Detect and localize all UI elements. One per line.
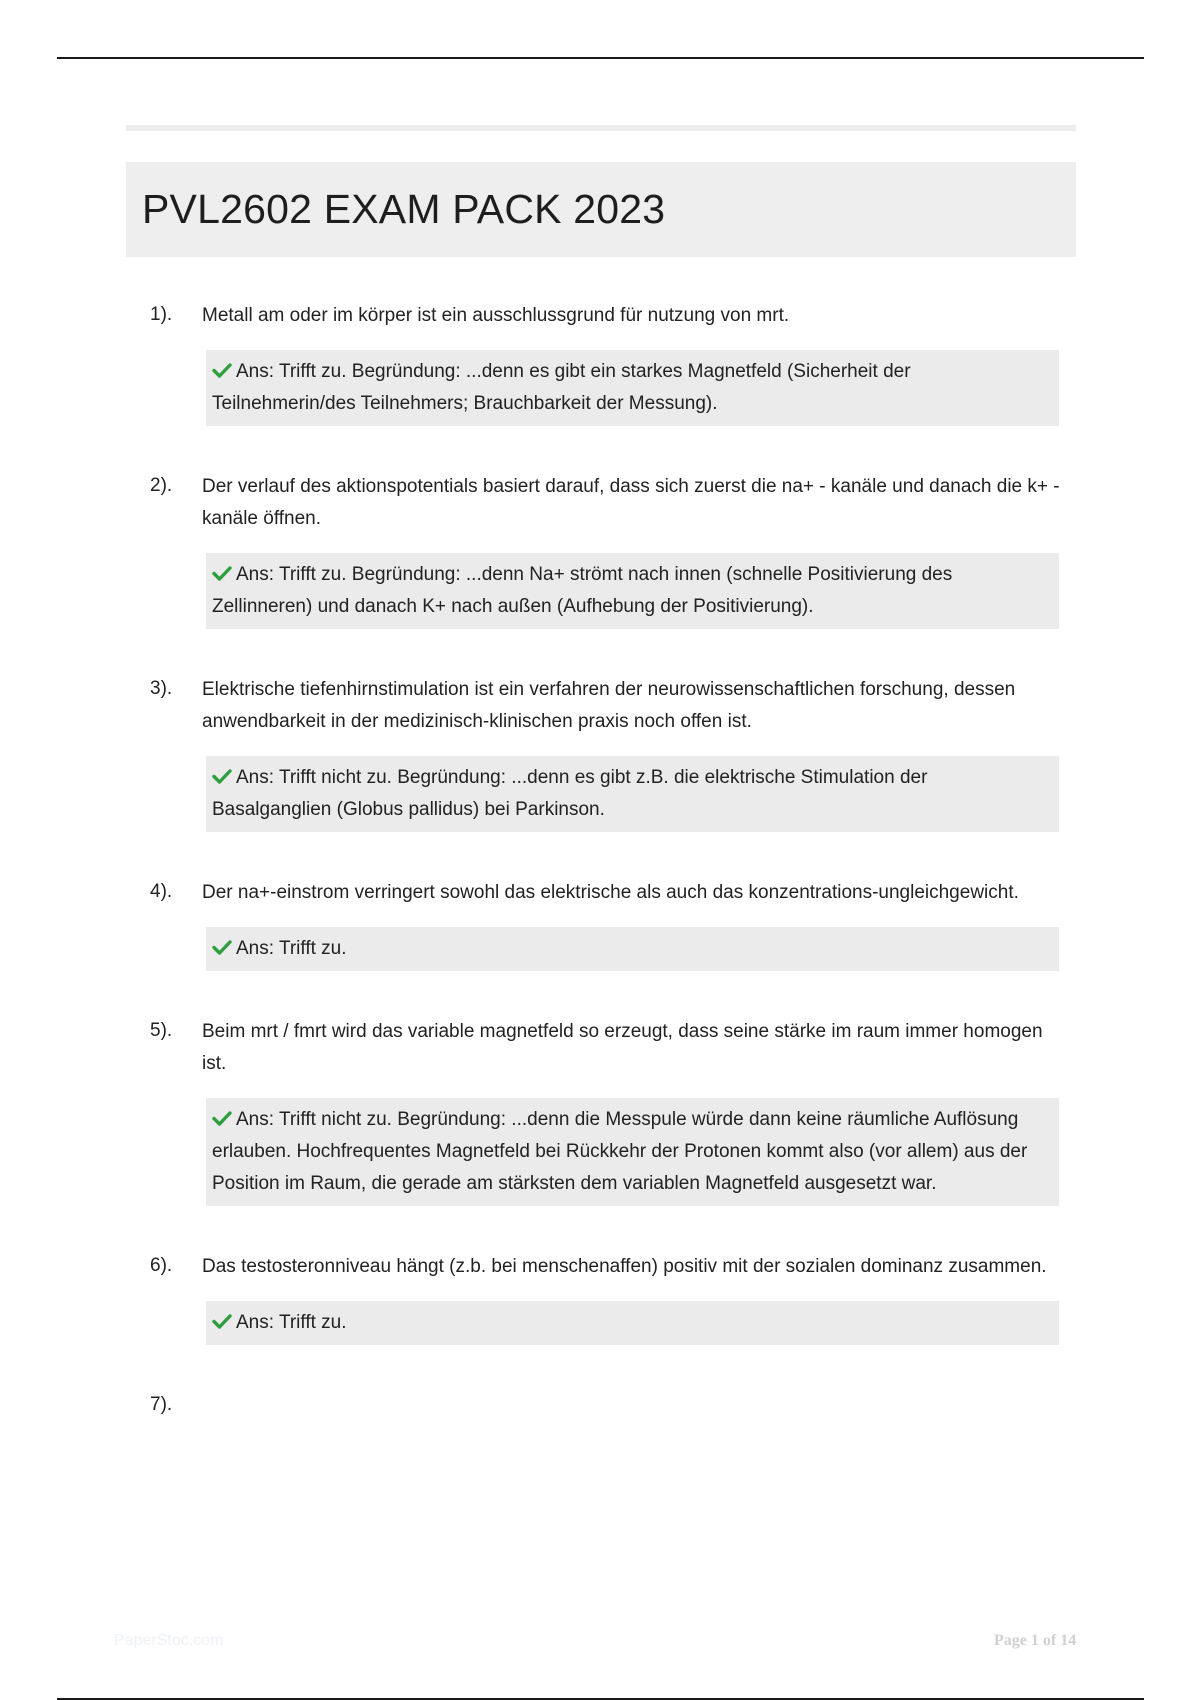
question-list (126, 300, 1076, 1415)
checkmark-icon (212, 939, 232, 955)
question-item (126, 877, 1076, 971)
page-title: PVL2602 EXAM PACK 2023 (142, 186, 666, 232)
checkmark-icon (212, 1313, 232, 1329)
page-number: Page 1 of 14 (994, 1632, 1077, 1649)
question-text: Das testosteronniveau hängt (z.b. bei menschenaffen) positiv mit der sozialen dominanz zusammen. (202, 1256, 1047, 1277)
question-text: Beim mrt / fmrt wird das variable magnetfeld so erzeugt, dass seine stärke im raum immer homogen ist. (202, 1021, 1043, 1074)
question-number: 6). (150, 1255, 173, 1276)
answer-box (206, 756, 1059, 832)
checkmark-icon (212, 768, 232, 784)
answer-text: Ans: Trifft zu. Begründung: ...denn es gibt ein starkes Magnetfeld (Sicherheit der Teilnehmerin/des Teilnehmers; Brauchbarkeit der Messung). (212, 361, 911, 414)
answer-box (206, 350, 1059, 426)
question-text: Der na+-einstrom verringert sowohl das elektrische als auch das konzentrations-ungleichgewicht. (202, 882, 1019, 903)
question-number: 5). (150, 1020, 173, 1041)
question-item (126, 300, 1076, 426)
answer-box (206, 1098, 1059, 1206)
answer-box (206, 553, 1059, 629)
header-divider (126, 125, 1076, 131)
checkmark-icon (212, 1110, 232, 1126)
answer-text: Ans: Trifft nicht zu. Begründung: ...denn die Messpule würde dann keine räumliche Auflösung erlauben. Hochfrequentes Magnetfeld bei Rückkehr der Protonen kommt also (vor allem) aus der Position im Raum, die gerade am stärksten dem variablen Magnetfeld ausgesetzt war. (212, 1109, 1028, 1194)
question-item (126, 674, 1076, 832)
question-number: 1). (150, 304, 173, 325)
question-item (126, 471, 1076, 629)
answer-text: Ans: Trifft nicht zu. Begründung: ...denn es gibt z.B. die elektrische Stimulation der Basalganglien (Globus pallidus) bei Parkinson. (212, 767, 928, 820)
top-rule (57, 57, 1144, 59)
title-banner (126, 162, 1076, 257)
answer-text: Ans: Trifft zu. (236, 938, 347, 959)
question-number: 4). (150, 881, 173, 902)
watermark-text: PaperStoc.com (114, 1632, 224, 1649)
answer-text: Ans: Trifft zu. (236, 1312, 347, 1333)
question-item (126, 1251, 1076, 1345)
question-number: 2). (150, 475, 173, 496)
checkmark-icon (212, 565, 232, 581)
answer-box (206, 927, 1059, 971)
question-number: 3). (150, 678, 173, 699)
checkmark-icon (212, 362, 232, 378)
answer-text: Ans: Trifft zu. Begründung: ...denn Na+ strömt nach innen (schnelle Positivierung des Zellinneren) und danach K+ nach außen (Aufhebung der Positivierung). (212, 564, 953, 617)
answer-box (206, 1301, 1059, 1345)
question-text: Metall am oder im körper ist ein ausschlussgrund für nutzung von mrt. (202, 305, 790, 326)
question-text: Elektrische tiefenhirnstimulation ist ein verfahren der neurowissenschaftlichen forschung, dessen anwendbarkeit in der medizinisch-klinischen praxis noch offen ist. (202, 679, 1016, 732)
question-number: 7). (150, 1394, 173, 1415)
question-text: Der verlauf des aktionspotentials basiert darauf, dass sich zuerst die na+ - kanäle und danach die k+ - kanäle öffnen. (202, 476, 1060, 529)
question-item (126, 1016, 1076, 1206)
